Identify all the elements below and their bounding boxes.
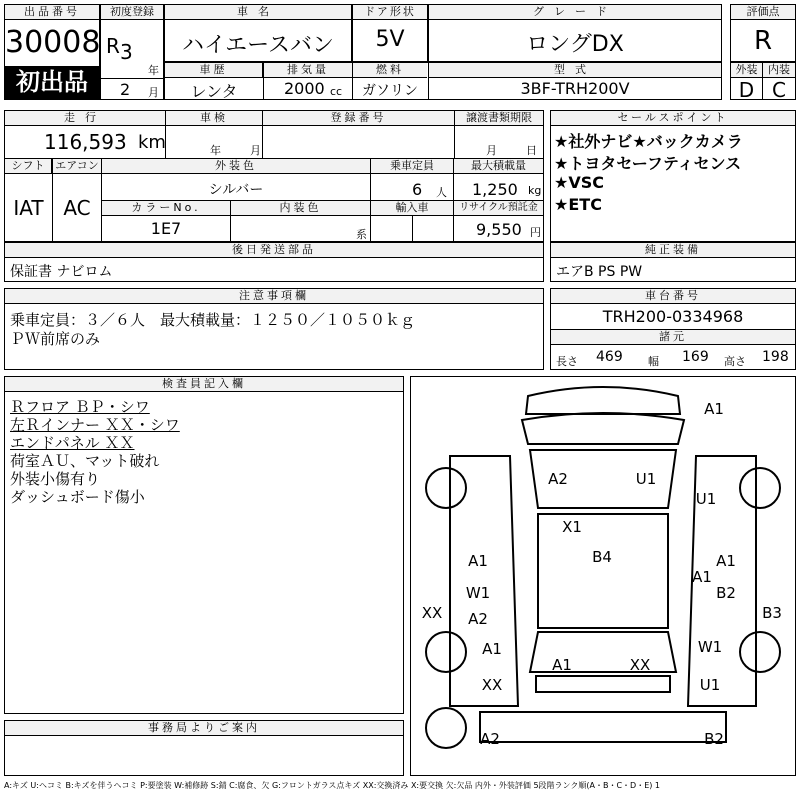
door-header: ドア形状 <box>353 5 427 20</box>
mileage-unit: km <box>138 132 166 153</box>
mileage-value: 116,593 <box>44 130 127 154</box>
rear-end-shape <box>480 712 726 742</box>
hood-shape <box>522 413 684 444</box>
mark-a1-r: A1 <box>716 552 736 570</box>
chassis-header: 車台番号 <box>551 289 795 304</box>
height-label: 高さ <box>724 355 746 368</box>
colorno-value: 1E7 <box>150 219 182 238</box>
mark-a2: A2 <box>548 470 568 488</box>
shift-header: シフト <box>5 159 52 174</box>
fuel-header: 燃料 <box>353 63 427 78</box>
mark-b3: B3 <box>762 604 782 622</box>
color-header: 外装色 <box>102 159 370 174</box>
inspector-header: 検査員記入欄 <box>5 377 403 392</box>
reg-month-unit: 月 <box>148 86 159 99</box>
int-header: 内装 <box>763 63 795 78</box>
mark-w1-r: W1 <box>697 638 723 656</box>
vehicle-diagram <box>410 376 796 776</box>
notes-line-2: ＰＷ前席のみ <box>10 330 101 348</box>
load-header: 最大積載量 <box>454 159 543 174</box>
chassis-value: TRH200-0334968 <box>602 307 744 326</box>
mark-a1-l: A1 <box>468 552 488 570</box>
sales-header: セールスポイント <box>551 111 795 126</box>
roof-shape <box>538 514 668 628</box>
mark-xx-l: XX <box>421 604 443 622</box>
inspector-note-1: Ｒフロア ＢＰ・シワ <box>10 398 150 416</box>
score-header: 評価点 <box>731 5 795 20</box>
later-parts-value: 保証書 ナビロム <box>10 264 113 280</box>
disp-value: 2000 <box>284 79 325 98</box>
ext-value: D <box>731 78 763 99</box>
inspector-note-4: 荷室ＡＵ、マット破れ <box>10 452 160 470</box>
dims-header: 諸元 <box>551 329 795 345</box>
mark-a1-top: A1 <box>704 400 724 418</box>
spare-wheel <box>426 708 466 748</box>
score-value: R <box>753 26 773 56</box>
reg-era: R <box>106 34 120 58</box>
mark-u1-r: U1 <box>695 490 717 508</box>
inspector-note-2: 左Ｒインナー ＸＸ・シワ <box>10 416 180 434</box>
plate-header: 登録番号 <box>263 111 454 126</box>
lot-header: 出品番号 <box>5 5 99 20</box>
inspector-note-6: ダッシュボード傷小 <box>10 488 145 506</box>
reg-month: 2 <box>120 80 131 99</box>
mark-x1: X1 <box>562 518 582 536</box>
ac-value: AC <box>63 196 91 220</box>
capacity-header: 乗車定員 <box>371 159 453 174</box>
length-value: 469 <box>596 349 623 365</box>
mark-u1-r2: U1 <box>699 676 721 694</box>
sales-point-2: ★トヨタセーフティセンス <box>554 154 742 173</box>
transfer-header: 譲渡書類期限 <box>455 111 543 126</box>
wheel-front-right <box>740 468 780 508</box>
disp-header: 排気量 <box>264 63 352 78</box>
mark-a1-c: A1 <box>552 656 572 674</box>
door-value: 5V <box>375 27 405 52</box>
lot-number: 30008 <box>5 25 101 60</box>
grade-header: グレード <box>429 5 721 20</box>
sales-point-4: ★ETC <box>554 195 602 214</box>
intcolor-header: 内装色 <box>231 201 370 216</box>
length-label: 長さ <box>556 355 578 368</box>
wheel-front-left <box>426 468 466 508</box>
intcolor-unit: 系 <box>356 228 367 241</box>
recycle-value: 9,550 <box>476 220 522 239</box>
inspect-year: 年 <box>210 144 221 157</box>
fuel-value: ガソリン <box>362 83 418 99</box>
mark-a2-b: A2 <box>480 730 500 748</box>
rear-bumper-shape <box>536 676 670 692</box>
mark-a1-l2: A1 <box>482 640 502 658</box>
wheel-rear-right <box>740 632 780 672</box>
mark-b4: B4 <box>592 548 612 566</box>
transfer-day: 日 <box>526 144 537 157</box>
width-label: 幅 <box>648 355 659 368</box>
history-header: 車歴 <box>165 63 263 78</box>
transfer-month: 月 <box>486 144 497 157</box>
equipment-header: 純正装備 <box>551 243 795 258</box>
colorno-header: カラーNo. <box>102 201 230 216</box>
capacity-value: 6 <box>412 180 423 199</box>
color-value: シルバー <box>208 182 264 198</box>
mark-u1-c: U1 <box>635 470 657 488</box>
ac-header: エアコン <box>53 159 101 174</box>
inspector-note-3: エンドパネル ＸＸ <box>10 434 135 452</box>
legend-text: A:キズ U:ヘコミ B:キズを伴うヘコミ P:要塗装 W:補修跡 S:錆 C:腐食、欠 G:フロントガラス点キズ XX:交換済み X:要交換 欠:欠品 内外・外装評価 5段階ランク順(A・B・C・D・E) 1 <box>4 781 661 790</box>
width-value: 169 <box>682 349 709 365</box>
ext-header: 外装 <box>731 63 763 78</box>
mileage-header: 走行 <box>5 111 165 126</box>
grade-value: ロングDX <box>526 32 624 57</box>
history-value: レンタ <box>190 82 238 101</box>
height-value: 198 <box>762 349 789 365</box>
inspector-note-5: 外装小傷有り <box>10 470 101 488</box>
car-header: 車名 <box>165 5 351 20</box>
load-unit: kg <box>528 184 542 197</box>
mark-w1-l: W1 <box>465 584 491 602</box>
load-value: 1,250 <box>472 180 518 199</box>
first-listing-badge: 初出品 <box>5 66 99 99</box>
office-header: 事務局よりご案内 <box>5 721 403 736</box>
inspect-month: 月 <box>250 144 261 157</box>
model-header: 型式 <box>429 63 721 78</box>
mark-a1-r2: A1 <box>692 568 712 586</box>
car-name: ハイエースバン <box>181 33 335 58</box>
reg-header: 初度登録 <box>101 5 163 20</box>
shift-value: IAT <box>13 196 44 220</box>
int-value: C <box>772 78 786 102</box>
reg-year-unit: 年 <box>148 64 159 77</box>
mark-xx-l2: XX <box>481 676 503 694</box>
recycle-unit: 円 <box>530 226 541 239</box>
capacity-unit: 人 <box>436 186 447 199</box>
mark-a2-l: A2 <box>468 610 488 628</box>
wheel-rear-left <box>426 632 466 672</box>
import-header: 輸入車 <box>371 201 453 216</box>
front-bumper-shape <box>526 387 680 414</box>
mark-b2-b: B2 <box>704 730 724 748</box>
sales-point-1: ★社外ナビ★バックカメラ <box>554 132 743 151</box>
left-side-shape <box>450 456 518 706</box>
later-parts-header: 後日発送部品 <box>5 243 543 258</box>
disp-unit: cc <box>330 85 343 98</box>
reg-year: 3 <box>120 40 133 64</box>
equipment-value: エアB PS PW <box>556 264 643 280</box>
inspect-header: 車検 <box>166 111 262 126</box>
mark-b2: B2 <box>716 584 736 602</box>
recycle-header: リサイクル預託金 <box>454 201 543 216</box>
sales-point-3: ★VSC <box>554 173 604 192</box>
notes-header: 注意事項欄 <box>5 289 543 304</box>
mark-xx-c: XX <box>629 656 651 674</box>
notes-line-1: 乗車定員：３／６人 最大積載量：１２５０／１０５０ｋｇ <box>10 311 416 329</box>
model-value: 3BF-TRH200V <box>520 79 630 98</box>
